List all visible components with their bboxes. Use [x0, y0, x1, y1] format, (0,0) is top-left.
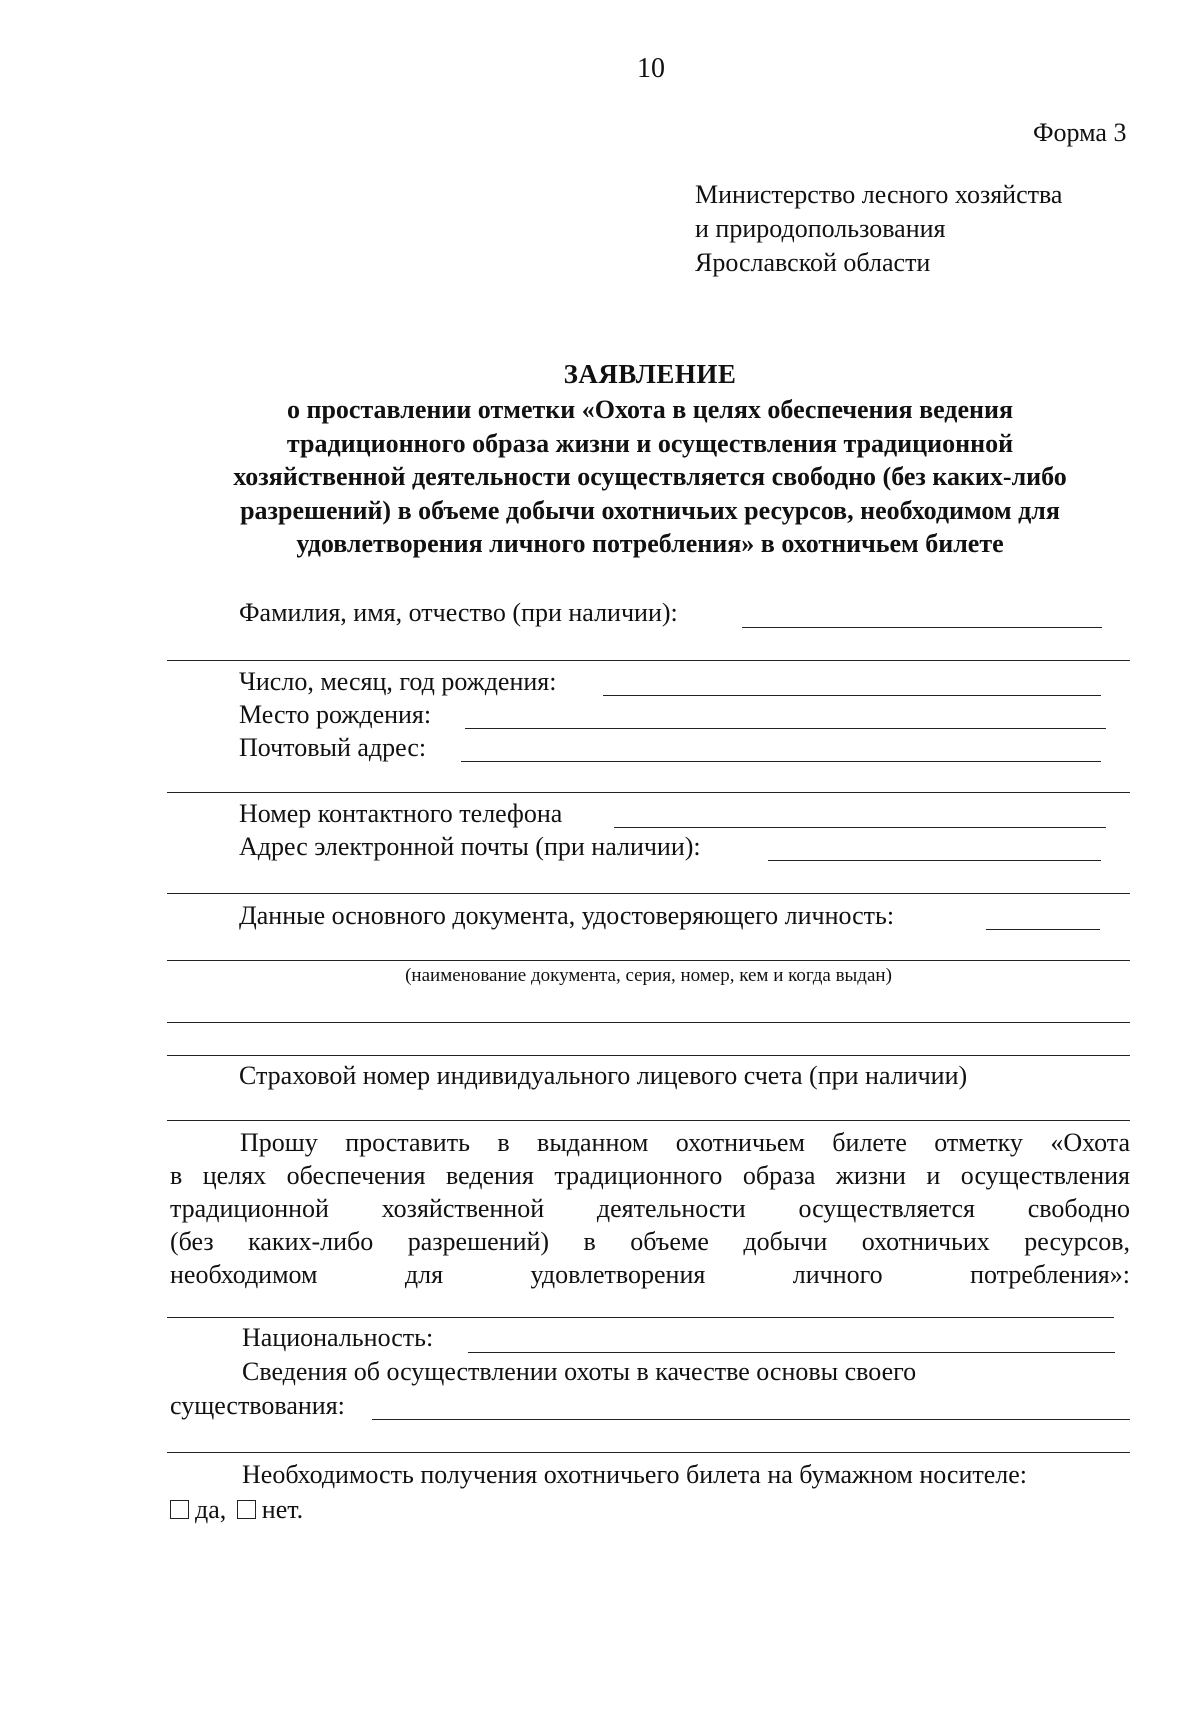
- nationality-input-line[interactable]: [468, 1352, 1115, 1353]
- full-name-input-line[interactable]: [742, 627, 1102, 628]
- form-label: Форма 3: [1033, 118, 1127, 147]
- addressee-line: Ярославской области: [695, 248, 931, 277]
- request-line: необходимом для удовлетворения личного потребления»:: [170, 1260, 1130, 1289]
- email-input-line[interactable]: [768, 860, 1101, 861]
- yes-label: да,: [195, 1495, 227, 1524]
- title-line: традиционного образа жизни и осуществления традиционной: [286, 428, 1014, 458]
- identity-document-hint: (наименование документа, серия, номер, кем и когда выдан): [405, 965, 892, 986]
- birth-place-input-line[interactable]: [465, 728, 1106, 729]
- title-line: разрешений) в объеме добычи охотничьих ресурсов, необходимом для: [240, 495, 1060, 525]
- page-number: 10: [637, 53, 665, 84]
- hunting-info-label: Сведения об осуществлении охоты в качестве основы своего: [242, 1357, 917, 1386]
- request-line: традиционной хозяйственной деятельности осуществляется свободно: [170, 1194, 1130, 1223]
- title-line: удовлетворения личного потребления» в охотничьем билете: [296, 529, 1004, 558]
- postal-address-input-line-2[interactable]: [167, 792, 1130, 793]
- identity-document-label: Данные основного документа, удостоверяющего личность:: [239, 901, 895, 930]
- paper-ticket-options: [170, 1493, 303, 1527]
- email-label: Адрес электронной почты (при наличии):: [239, 832, 701, 861]
- addressee-line: Министерство лесного хозяйства: [695, 180, 1063, 209]
- phone-label: Номер контактного телефона: [239, 799, 563, 828]
- birth-date-input-line[interactable]: [603, 695, 1101, 696]
- hunting-info-label-2: существования:: [170, 1391, 345, 1420]
- identity-document-input-line-2[interactable]: [167, 960, 1130, 961]
- snils-label: Страховой номер индивидуального лицевого счета (при наличии): [239, 1061, 968, 1090]
- no-label: нет.: [261, 1495, 304, 1524]
- document-title: [170, 355, 1130, 561]
- postal-address-input-line[interactable]: [461, 761, 1101, 762]
- identity-document-input-line-4[interactable]: [167, 1055, 1130, 1056]
- request-input-line[interactable]: [167, 1317, 1114, 1318]
- birth-place-label: Место рождения:: [239, 700, 432, 729]
- birth-date-label: Число, месяц, год рождения:: [239, 667, 557, 696]
- yes-checkbox[interactable]: [170, 1500, 189, 1519]
- phone-input-line[interactable]: [614, 827, 1106, 828]
- request-line: (без каких-либо разрешений) в объеме добычи охотничьих ресурсов,: [170, 1227, 1130, 1256]
- paper-ticket-question: Необходимость получения охотничьего билета на бумажном носителе:: [242, 1460, 1028, 1489]
- full-name-input-line-2[interactable]: [167, 660, 1130, 661]
- addressee: [695, 178, 1062, 280]
- email-input-line-2[interactable]: [167, 893, 1130, 894]
- title-heading: ЗАЯВЛЕНИЕ: [563, 359, 737, 389]
- hunting-info-input-line-2[interactable]: [167, 1452, 1130, 1453]
- snils-input-line[interactable]: [167, 1120, 1130, 1121]
- identity-document-input-line[interactable]: [986, 929, 1100, 930]
- full-name-label: Фамилия, имя, отчество (при наличии):: [239, 598, 678, 627]
- no-checkbox[interactable]: [237, 1500, 256, 1519]
- hunting-info-input-line[interactable]: [372, 1419, 1130, 1420]
- nationality-label: Национальность:: [242, 1323, 434, 1352]
- request-line: Прошу проставить в выданном охотничьем билете отметку «Охота: [240, 1128, 1130, 1157]
- identity-document-input-line-3[interactable]: [167, 1022, 1130, 1023]
- title-line: хозяйственной деятельности осуществляется свободно (без каких-либо: [233, 462, 1067, 491]
- postal-address-label: Почтовый адрес:: [239, 733, 427, 762]
- request-line: в целях обеспечения ведения традиционного образа жизни и осуществления: [170, 1161, 1130, 1190]
- title-line: о проставлении отметки «Охота в целях обеспечения ведения: [286, 395, 1014, 424]
- addressee-line: и природопользования: [695, 214, 946, 243]
